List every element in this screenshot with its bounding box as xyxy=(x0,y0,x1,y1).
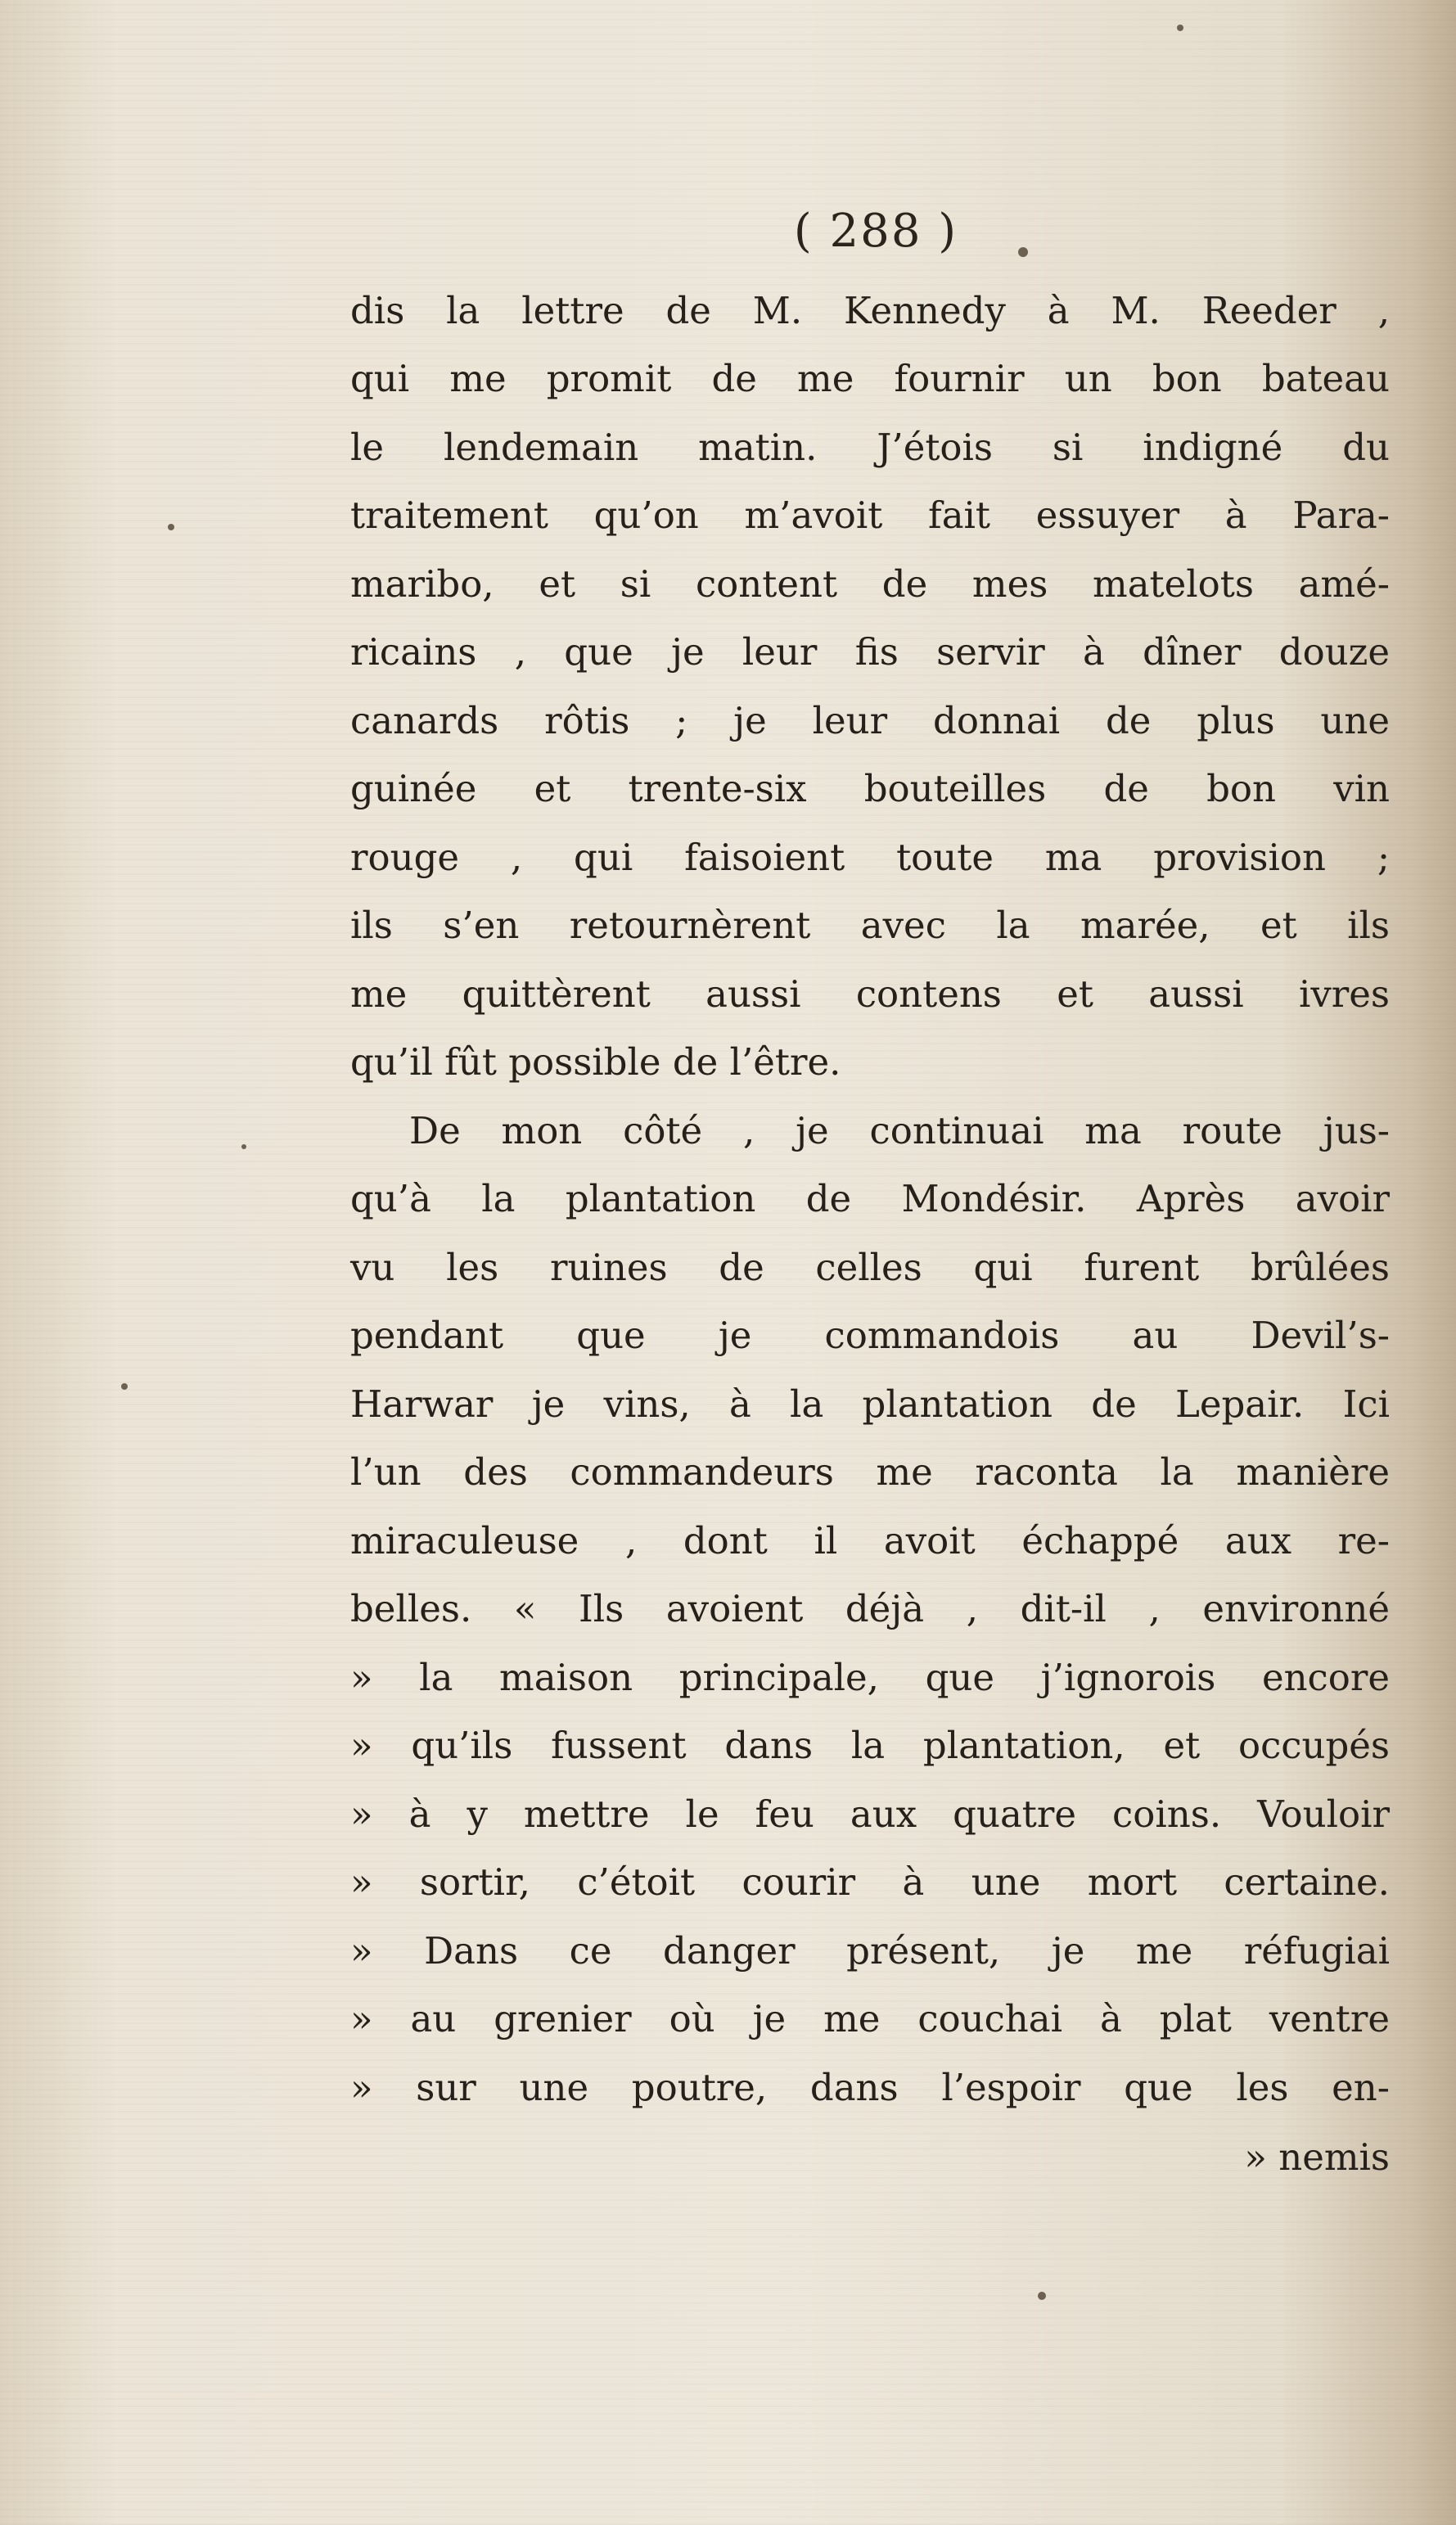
quoted-line: » la maison principale, que j’ignorois encore xyxy=(350,1656,1390,1699)
text-line: qu’à la plantation de Mondésir. Après avoir xyxy=(350,1177,1390,1220)
quoted-line: » sur une poutre, dans l’espoir que les en- xyxy=(350,2066,1390,2109)
text-line: me quittèrent aussi contens et aussi ivres xyxy=(350,972,1390,1016)
text-line: canards rôtis ; je leur donnai de plus une xyxy=(350,699,1390,742)
text-line: ils s’en retournèrent avec la marée, et ils xyxy=(350,904,1390,947)
text-line: guinée et trente-six bouteilles de bon vin xyxy=(350,767,1390,810)
text-line: rouge , qui faisoient toute ma provision ; xyxy=(350,836,1390,879)
text-line: vu les ruines de celles qui furent brûlées xyxy=(350,1246,1390,1289)
text-line: qui me promit de me fournir un bon bateau xyxy=(350,357,1390,400)
paper-speck xyxy=(241,1144,246,1149)
text-line: dis la lettre de M. Kennedy à M. Reeder , xyxy=(350,289,1390,332)
text-line: pendant que je commandois au Devil’s- xyxy=(350,1314,1390,1357)
text-line: traitement qu’on m’avoit fait essuyer à Para- xyxy=(350,494,1390,537)
text-line: miraculeuse , dont il avoit échappé aux re- xyxy=(350,1519,1390,1562)
paper-speck xyxy=(1038,2292,1046,2300)
text-line: l’un des commandeurs me raconta la manière xyxy=(350,1450,1390,1494)
paper-speck xyxy=(168,524,174,530)
quoted-line: » Dans ce danger présent, je me réfugiai xyxy=(350,1929,1390,1973)
paper-speck xyxy=(121,1383,128,1390)
catchword: » nemis xyxy=(1244,2135,1390,2179)
text-line: ricains , que je leur fis servir à dîner douze xyxy=(350,630,1390,674)
text-line: le lendemain matin. J’étois si indigné du xyxy=(350,426,1390,469)
quoted-line: » sortir, c’étoit courir à une mort certaine. xyxy=(350,1860,1390,1904)
text-line: belles. « Ils avoient déjà , dit-il , environné xyxy=(350,1587,1390,1630)
paragraph-first-line: De mon côté , je continuai ma route jus- xyxy=(409,1109,1390,1152)
paper-speck xyxy=(1177,25,1183,31)
paper-speck xyxy=(1018,247,1028,257)
text-line: qu’il fût possible de l’être. xyxy=(350,1040,841,1084)
text-line: maribo, et si content de mes matelots amé- xyxy=(350,562,1390,606)
page-number: ( 288 ) xyxy=(793,205,958,258)
text-line: Harwar je vins, à la plantation de Lepair. Ici xyxy=(350,1382,1390,1426)
quoted-line: » qu’ils fussent dans la plantation, et occupés xyxy=(350,1724,1390,1767)
quoted-line: » à y mettre le feu aux quatre coins. Vouloir xyxy=(350,1792,1390,1836)
quoted-line: » au grenier où je me couchai à plat ventre xyxy=(350,1997,1390,2040)
